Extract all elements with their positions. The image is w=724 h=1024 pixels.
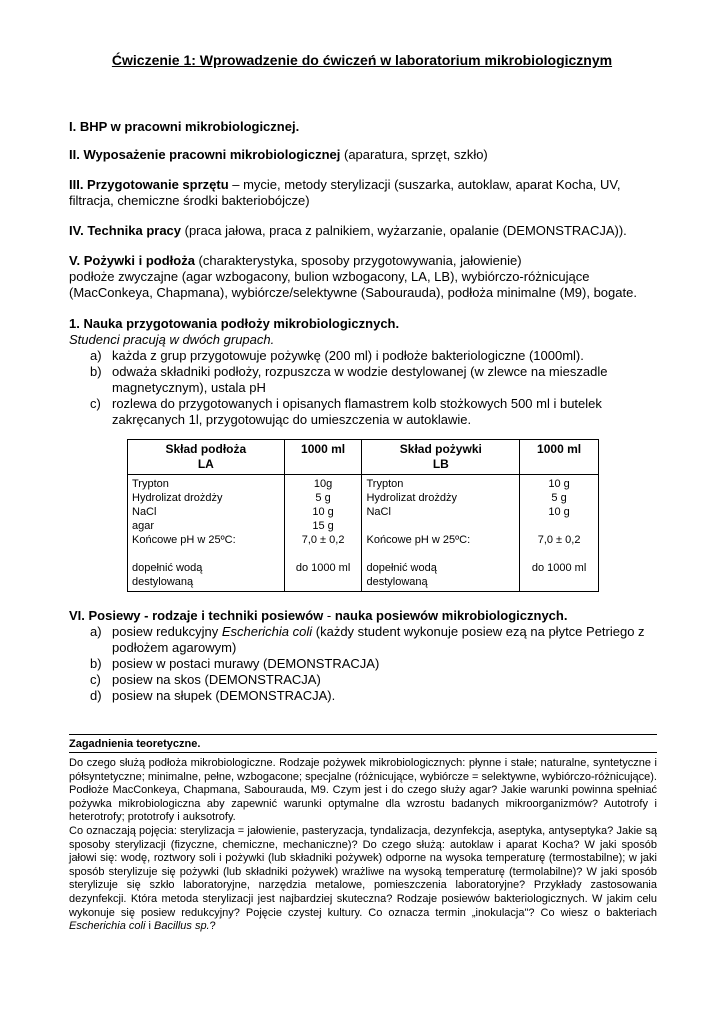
table-row (128, 475, 599, 592)
list-item: b) odważa składniki podłoży, rozpuszcza w wodzie destylowanej (w zlewce na mieszadle magnetycznym), ustala pH (90, 364, 608, 395)
section-media-heading: V. Pożywki i podłoża (69, 253, 195, 268)
header-lb-composition: Skład pożywki LB (362, 440, 520, 475)
list-item: a) każda z grup przygotowuje pożywkę (200 ml) i podłoże bakteriologiczne (1000ml). (90, 348, 584, 363)
section-preparation (69, 177, 659, 209)
section-technique-heading: IV. Technika pracy (69, 223, 182, 238)
theory-title: Zagadnienia teoretyczne. (69, 738, 201, 750)
media-composition-table (127, 439, 599, 592)
theory-paragraph-1: Do czego służą podłoża mikrobiologiczne. Rodzaje pożywek mikrobiologicznych: płynne i stałe; naturalne, syntetyczne i półsyntetyczne; minimalne, pełne, wzbogacone; specjalne (różnicujące, wybiórcze = selektywne, wybiórczo-różnicujące). Podłoże MacConkeya, Chapmana, Sabourauda, M9. Czym jest i do czego służy agar? Jakie warunki powinna spełniać pożywka mikrobiologiczna aby zapewnić warunki optymalne dla wzrostu badanych mikroorganizmów? Autotrofy i heterotrofy; prototrofy i auksotrofy. (69, 757, 657, 824)
list-item: b) posiew w postaci murawy (DEMONSTRACJA) (90, 656, 380, 671)
section-bhp-heading: I. BHP w pracowni mikrobiologicznej. (69, 119, 300, 134)
section-media-text: (charakterystyka, sposoby przygotowywania, jałowienie) (194, 253, 522, 268)
section-inoculation-heading-2: nauka posiewów mikrobiologicznych. (334, 608, 568, 623)
task-subtitle: Studenci pracują w dwóch grupach. (69, 332, 275, 347)
la-amounts-cell: 10g 5 g 10 g 15 g 7,0 ± 0,2 do 1000 ml (284, 475, 362, 592)
section-equipment-heading: II. Wyposażenie pracowni mikrobiologicznej (69, 147, 341, 162)
theory-paragraph-2: Co oznaczają pojęcia: sterylizacja = jałowienie, pasteryzacja, tyndalizacja, dezynfekcja, aseptyka, antyseptyka? Jakie są sposoby sterylizacji (fizyczne, chemiczne, mechaniczne)? Do czego służą: autoklaw i aparat Kocha? W jaki sposób jałowi się: wodę, roztwory soli i pożywki (lub składniki pożywek) odporne na wysoka temperaturę (termostabilne); w jaki sposób sterylizuje się pożywki (lub składniki pożywek) wrażliwe na wysoką temperaturę (termolabilne)? W jaki sposób sterylizuje się szkło laboratoryjne, narzędzia metalowe, pomieszczenia laboratoryjne? Przykłady zastosowania dezynfekcji. Która metoda sterylizacji jest najbardziej skuteczna? Rodzaje posiewów bakteriologicznych. W jakim celu wykonuje się posiew redukcyjny? Pojęcie czystej kultury. Co oznacza termin „inokulacja"? Co wiesz o bakteriach Escherichia coli i Bacillus sp.? (69, 824, 657, 933)
header-la-volume: 1000 ml (284, 440, 362, 475)
section-equipment-text: (aparatura, sprzęt, szkło) (340, 147, 488, 162)
task-steps-list (69, 348, 659, 428)
lb-ingredients-cell: Trypton Hydrolizat drożdży NaCl Końcowe pH w 25ºC: dopełnić wodą destylowaną (362, 475, 520, 592)
inoculation-list (69, 624, 659, 704)
theory-title-divider (69, 752, 657, 753)
task-media-preparation (69, 316, 659, 348)
list-item: a) posiew redukcyjny Escherichia coli (każdy student wykonuje posiew ezą na płytce Petriego z podłożem agarowym) (90, 624, 645, 655)
list-item: c) posiew na skos (DEMONSTRACJA) (90, 672, 321, 687)
theory-text (69, 757, 657, 934)
section-media (69, 253, 659, 301)
section-equipment (69, 147, 659, 163)
section-inoculation: VI. Posiewy - rodzaje i techniki posiewów - nauka posiewów mikrobiologicznych. (69, 608, 568, 623)
section-technique-text: (praca jałowa, praca z palnikiem, wyżarzanie, opalanie (DEMONSTRACJA)). (181, 223, 627, 238)
list-item: d) posiew na słupek (DEMONSTRACJA). (90, 688, 336, 703)
section-preparation-heading: III. Przygotowanie sprzętu (69, 177, 229, 192)
section-bhp (69, 119, 659, 135)
table-header-row (128, 440, 599, 475)
section-media-list: podłoże zwyczajne (agar wzbogacony, bulion wzbogacony, LA, LB), wybiórczo-różnicujące (MacConkeya, Chapmana), wybiórcze/selektywne (Sabourauda), podłoża minimalne (M9), bogate. (69, 269, 637, 300)
section-inoculation-heading: VI. Posiewy - rodzaje i techniki posiewów (69, 608, 324, 623)
header-la-composition: Skład podłoża LA (128, 440, 285, 475)
lb-amounts-cell: 10 g 5 g 10 g 7,0 ± 0,2 do 1000 ml (520, 475, 599, 592)
list-item: c) rozlewa do przygotowanych i opisanych flamastrem kolb stożkowych 500 ml i butelek zakręcanych 1l, przygotowując do umieszczenia w autoklawie. (90, 396, 602, 427)
section-technique (69, 223, 659, 239)
theory-top-divider (69, 734, 657, 735)
page-title: Ćwiczenie 1: Wprowadzenie do ćwiczeń w laboratorium mikrobiologicznym (111, 52, 613, 68)
task-heading: 1. Nauka przygotowania podłoży mikrobiologicznych. (69, 316, 400, 331)
section-preparation-text: – mycie, metody sterylizacji (suszarka, autoklaw, aparat Kocha, UV, filtracja, chemiczne środki bakteriobójcze) (69, 177, 621, 208)
la-ingredients-cell: Trypton Hydrolizat drożdży NaCl agar Końcowe pH w 25ºC: dopełnić wodą destylowaną (128, 475, 285, 592)
header-lb-volume: 1000 ml (520, 440, 599, 475)
